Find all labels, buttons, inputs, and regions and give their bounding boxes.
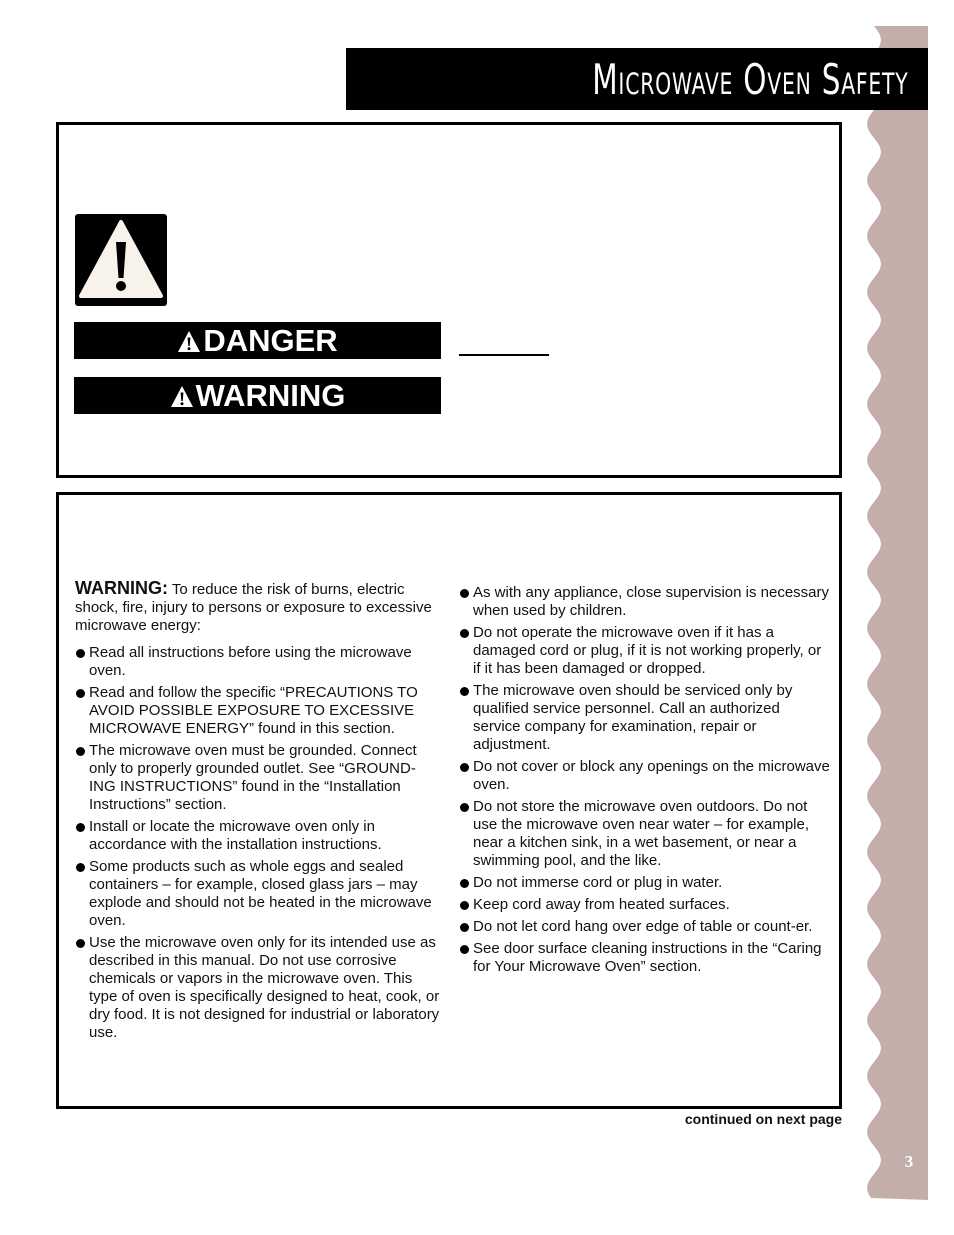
bullet-icon [76, 863, 85, 872]
list-item: Do not operate the microwave oven if it has a damaged cord or plug, if it is not working properly, or if it has been damaged or dropped. [459, 624, 831, 678]
page-number: 3 [904, 1152, 914, 1171]
right-bullet-list [459, 584, 831, 976]
list-item: Do not let cord hang over edge of table or count-er. [459, 918, 831, 936]
decorative-side-strip [858, 26, 928, 1200]
danger-signal-bar [74, 322, 441, 359]
warning-lead-text: To reduce the risk of burns, electric shock, fire, injury to persons or exposure to excessive microwave energy: [75, 581, 432, 634]
list-item: As with any appliance, close supervision is necessary when used by children. [459, 584, 831, 620]
bullet-icon [460, 589, 469, 598]
bullet-icon [460, 945, 469, 954]
bullet-icon [460, 879, 469, 888]
warning-label: WARNING [195, 378, 346, 413]
continued-note: continued on next page [684, 1111, 842, 1127]
bullet-icon [460, 923, 469, 932]
list-item: The microwave oven must be grounded. Connect only to properly grounded outlet. See “GROUND-ING INSTRUCTIONS” found in the “Installation Instructions” section. [75, 742, 440, 814]
list-item: See door surface cleaning instructions in the “Caring for Your Microwave Oven” section. [459, 940, 831, 976]
list-item: Read and follow the specific “PRECAUTIONS TO AVOID POSSIBLE EXPOSURE TO EXCESSIVE MICROWAVE ENERGY” found in this section. [75, 684, 440, 738]
bullet-icon [460, 763, 469, 772]
bullet-icon [76, 747, 85, 756]
bullet-icon [76, 689, 85, 698]
list-item: Install or locate the microwave oven only in accordance with the installation instructions. [75, 818, 440, 854]
warning-alert-icon [170, 385, 194, 409]
bullet-icon [460, 687, 469, 696]
list-item: Some products such as whole eggs and sealed containers – for example, closed glass jars – may explode and should not be heated in the microwave oven. [75, 858, 440, 930]
list-item: Use the microwave oven only for its intended use as described in this manual. Do not use corrosive chemicals or vapors in the microwave oven. This type of oven is specifically designed to heat, cook, or dry food. It is not designed for industrial or laboratory use. [75, 934, 440, 1042]
warning-signal-bar [74, 377, 441, 414]
list-item: Do not immerse cord or plug in water. [459, 874, 831, 892]
bullet-icon [460, 629, 469, 638]
instructions-right-column [459, 584, 831, 980]
bullet-icon [460, 803, 469, 812]
divider-line [459, 354, 549, 356]
list-item: The microwave oven should be serviced only by qualified service personnel. Call an authorized service company for examination, repair or adjustment. [459, 682, 831, 754]
title-bar [346, 48, 928, 110]
danger-alert-icon [177, 330, 201, 354]
left-bullet-list [75, 644, 440, 1042]
bullet-icon [76, 649, 85, 658]
safety-alert-icon [75, 214, 167, 306]
bullet-icon [76, 939, 85, 948]
safety-instructions-box [56, 492, 842, 1109]
instructions-left-column [75, 579, 440, 1046]
list-item: Keep cord away from heated surfaces. [459, 896, 831, 914]
list-item: Do not cover or block any openings on the microwave oven. [459, 758, 831, 794]
bullet-icon [460, 901, 469, 910]
danger-label: DANGER [203, 323, 338, 358]
warning-lead-label: WARNING: [75, 578, 168, 598]
list-item: Do not store the microwave oven outdoors. Do not use the microwave oven near water – for example, near a kitchen sink, in a wet basement, or near a swimming pool, and the like. [459, 798, 831, 870]
warning-lead-paragraph [75, 579, 440, 635]
bullet-icon [76, 823, 85, 832]
safety-symbols-box [56, 122, 842, 478]
list-item: Read all instructions before using the microwave oven. [75, 644, 440, 680]
page-title: Microwave Oven Safety [591, 55, 908, 104]
